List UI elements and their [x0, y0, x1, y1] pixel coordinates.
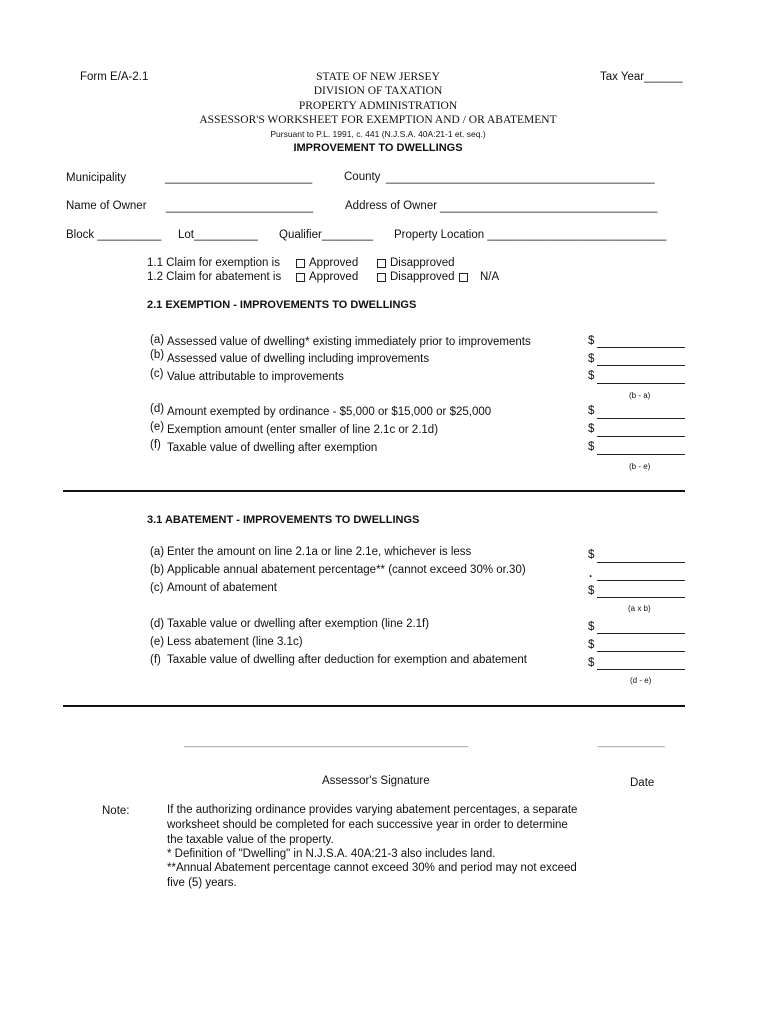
- municipality-field[interactable]: _______________________: [165, 172, 313, 184]
- decimal-point: .: [589, 568, 593, 580]
- abatement-line-a: Enter the amount on line 2.1a or line 2.1e, whichever is less: [167, 546, 472, 558]
- dollar-sign: $: [588, 353, 595, 365]
- note-line: five (5) years.: [167, 877, 237, 889]
- abatement-a-amount-field[interactable]: [597, 562, 685, 563]
- page-title: IMPROVEMENT TO DWELLINGS: [293, 142, 463, 154]
- dollar-sign: $: [588, 370, 595, 382]
- abatement-letter-b: (b): [150, 564, 165, 576]
- note-line: worksheet should be completed for each successive year in order to determine: [167, 819, 568, 831]
- property-location-field[interactable]: Property Location ____________________________: [394, 229, 667, 241]
- abatement-na-label: N/A: [480, 271, 500, 283]
- signature-field[interactable]: _____________________________________________________: [184, 737, 469, 748]
- exemption-heading: 2.1 EXEMPTION - IMPROVEMENTS TO DWELLINGS: [147, 299, 417, 311]
- tax-year-field[interactable]: Tax Year______: [600, 71, 683, 83]
- lot-field[interactable]: Lot__________: [178, 229, 258, 241]
- block-field[interactable]: Block __________: [66, 229, 162, 241]
- exemption-a-amount-field[interactable]: [597, 347, 685, 348]
- dollar-sign: $: [588, 549, 595, 561]
- note-label: Note:: [102, 805, 130, 817]
- abatement-e-amount-field[interactable]: [597, 651, 685, 652]
- dollar-sign: $: [588, 441, 595, 453]
- note-line: If the authorizing ordinance provides varying abatement percentages, a separate: [167, 804, 578, 816]
- county-label: County: [344, 171, 381, 183]
- exemption-line-a: Assessed value of dwelling* existing immediately prior to improvements: [167, 336, 531, 348]
- abatement-line-b: Applicable annual abatement percentage** (cannot exceed 30% or.30): [167, 564, 526, 576]
- form-id: Form E/A-2.1: [80, 71, 149, 83]
- exemption-b-amount-field[interactable]: [597, 365, 685, 366]
- exemption-d-amount-field[interactable]: [597, 418, 685, 419]
- exemption-disapproved-checkbox[interactable]: [377, 259, 386, 268]
- abatement-letter-f: (f): [150, 654, 161, 666]
- header-division: DIVISION OF TAXATION: [313, 85, 443, 97]
- claim-exemption-label: 1.1 Claim for exemption is: [147, 257, 280, 269]
- exemption-c-amount-field[interactable]: [597, 383, 685, 384]
- abatement-letter-a: (a): [150, 546, 165, 558]
- exemption-line-e: Exemption amount (enter smaller of line 2.1c or 2.1d): [167, 424, 439, 436]
- dollar-sign: $: [588, 657, 595, 669]
- qualifier-field[interactable]: Qualifier________: [279, 229, 373, 241]
- abatement-letter-c: (c): [150, 582, 164, 594]
- exemption-disapproved-label: Disapproved: [390, 257, 455, 269]
- abatement-disapproved-label: Disapproved: [390, 271, 455, 283]
- county-field[interactable]: __________________________________________: [386, 172, 655, 184]
- claim-abatement-label: 1.2 Claim for abatement is: [147, 271, 282, 283]
- abatement-f-formula: (d - e): [630, 676, 652, 685]
- owner-label: Name of Owner: [66, 200, 147, 212]
- exemption-letter-b: (b): [150, 349, 165, 361]
- pursuant-line: Pursuant to P.L. 1991, c. 441 (N.J.S.A. 40A:21-1 et. seq.): [270, 129, 486, 139]
- abatement-line-c: Amount of abatement: [167, 582, 277, 594]
- note-line: **Annual Abatement percentage cannot exceed 30% and period may not exceed: [167, 862, 577, 874]
- dollar-sign: $: [588, 585, 595, 597]
- abatement-letter-e: (e): [150, 636, 165, 648]
- abatement-b-percentage-field[interactable]: [597, 580, 685, 581]
- abatement-na-checkbox[interactable]: [459, 273, 468, 282]
- exemption-line-f: Taxable value of dwelling after exemption: [167, 442, 378, 454]
- exemption-letter-e: (e): [150, 421, 165, 433]
- abatement-d-amount-field[interactable]: [597, 633, 685, 634]
- dollar-sign: $: [588, 639, 595, 651]
- exemption-line-d: Amount exempted by ordinance - $5,000 or $15,000 or $25,000: [167, 406, 492, 418]
- dollar-sign: $: [588, 423, 595, 435]
- exemption-f-amount-field[interactable]: [597, 454, 685, 455]
- note-line: * Definition of "Dwelling" in N.J.S.A. 40A:21-3 also includes land.: [167, 848, 496, 860]
- abatement-approved-label: Approved: [309, 271, 359, 283]
- exemption-approved-label: Approved: [309, 257, 359, 269]
- dollar-sign: $: [588, 405, 595, 417]
- exemption-letter-f: (f): [150, 439, 161, 451]
- header-property-admin: PROPERTY ADMINISTRATION: [298, 100, 458, 112]
- header-state: STATE OF NEW JERSEY: [316, 71, 440, 83]
- exemption-line-b: Assessed value of dwelling including improvements: [167, 353, 430, 365]
- abatement-letter-d: (d): [150, 618, 165, 630]
- date-label: Date: [630, 777, 655, 789]
- note-line: the taxable value of the property.: [167, 834, 334, 846]
- exemption-e-amount-field[interactable]: [597, 436, 685, 437]
- dollar-sign: $: [588, 335, 595, 347]
- address-field[interactable]: __________________________________: [440, 201, 658, 213]
- abatement-approved-checkbox[interactable]: [296, 273, 305, 282]
- date-field[interactable]: ____________: [598, 737, 665, 748]
- abatement-c-formula: (a x b): [628, 604, 651, 613]
- exemption-approved-checkbox[interactable]: [296, 259, 305, 268]
- exemption-c-formula: (b - a): [629, 391, 651, 400]
- abatement-line-e: Less abatement (line 3.1c): [167, 636, 303, 648]
- header-worksheet-title: ASSESSOR'S WORKSHEET FOR EXEMPTION AND / OR ABATEMENT: [199, 114, 557, 126]
- abatement-f-amount-field[interactable]: [597, 669, 685, 670]
- abatement-line-d: Taxable value or dwelling after exemption (line 2.1f): [167, 618, 430, 630]
- signature-label: Assessor's Signature: [322, 775, 430, 787]
- exemption-letter-a: (a): [150, 334, 165, 346]
- abatement-line-f: Taxable value of dwelling after deduction for exemption and abatement: [167, 654, 527, 666]
- dollar-sign: $: [588, 621, 595, 633]
- section-divider: [63, 490, 685, 492]
- exemption-letter-c: (c): [150, 368, 164, 380]
- section-divider: [63, 705, 685, 707]
- abatement-c-amount-field[interactable]: [597, 597, 685, 598]
- exemption-f-formula: (b - e): [629, 462, 651, 471]
- municipality-label: Municipality: [66, 172, 127, 184]
- address-label: Address of Owner: [345, 200, 438, 212]
- owner-field[interactable]: _______________________: [166, 201, 314, 213]
- exemption-line-c: Value attributable to improvements: [167, 371, 344, 383]
- abatement-disapproved-checkbox[interactable]: [377, 273, 386, 282]
- exemption-letter-d: (d): [150, 403, 165, 415]
- abatement-heading: 3.1 ABATEMENT - IMPROVEMENTS TO DWELLINGS: [147, 514, 420, 526]
